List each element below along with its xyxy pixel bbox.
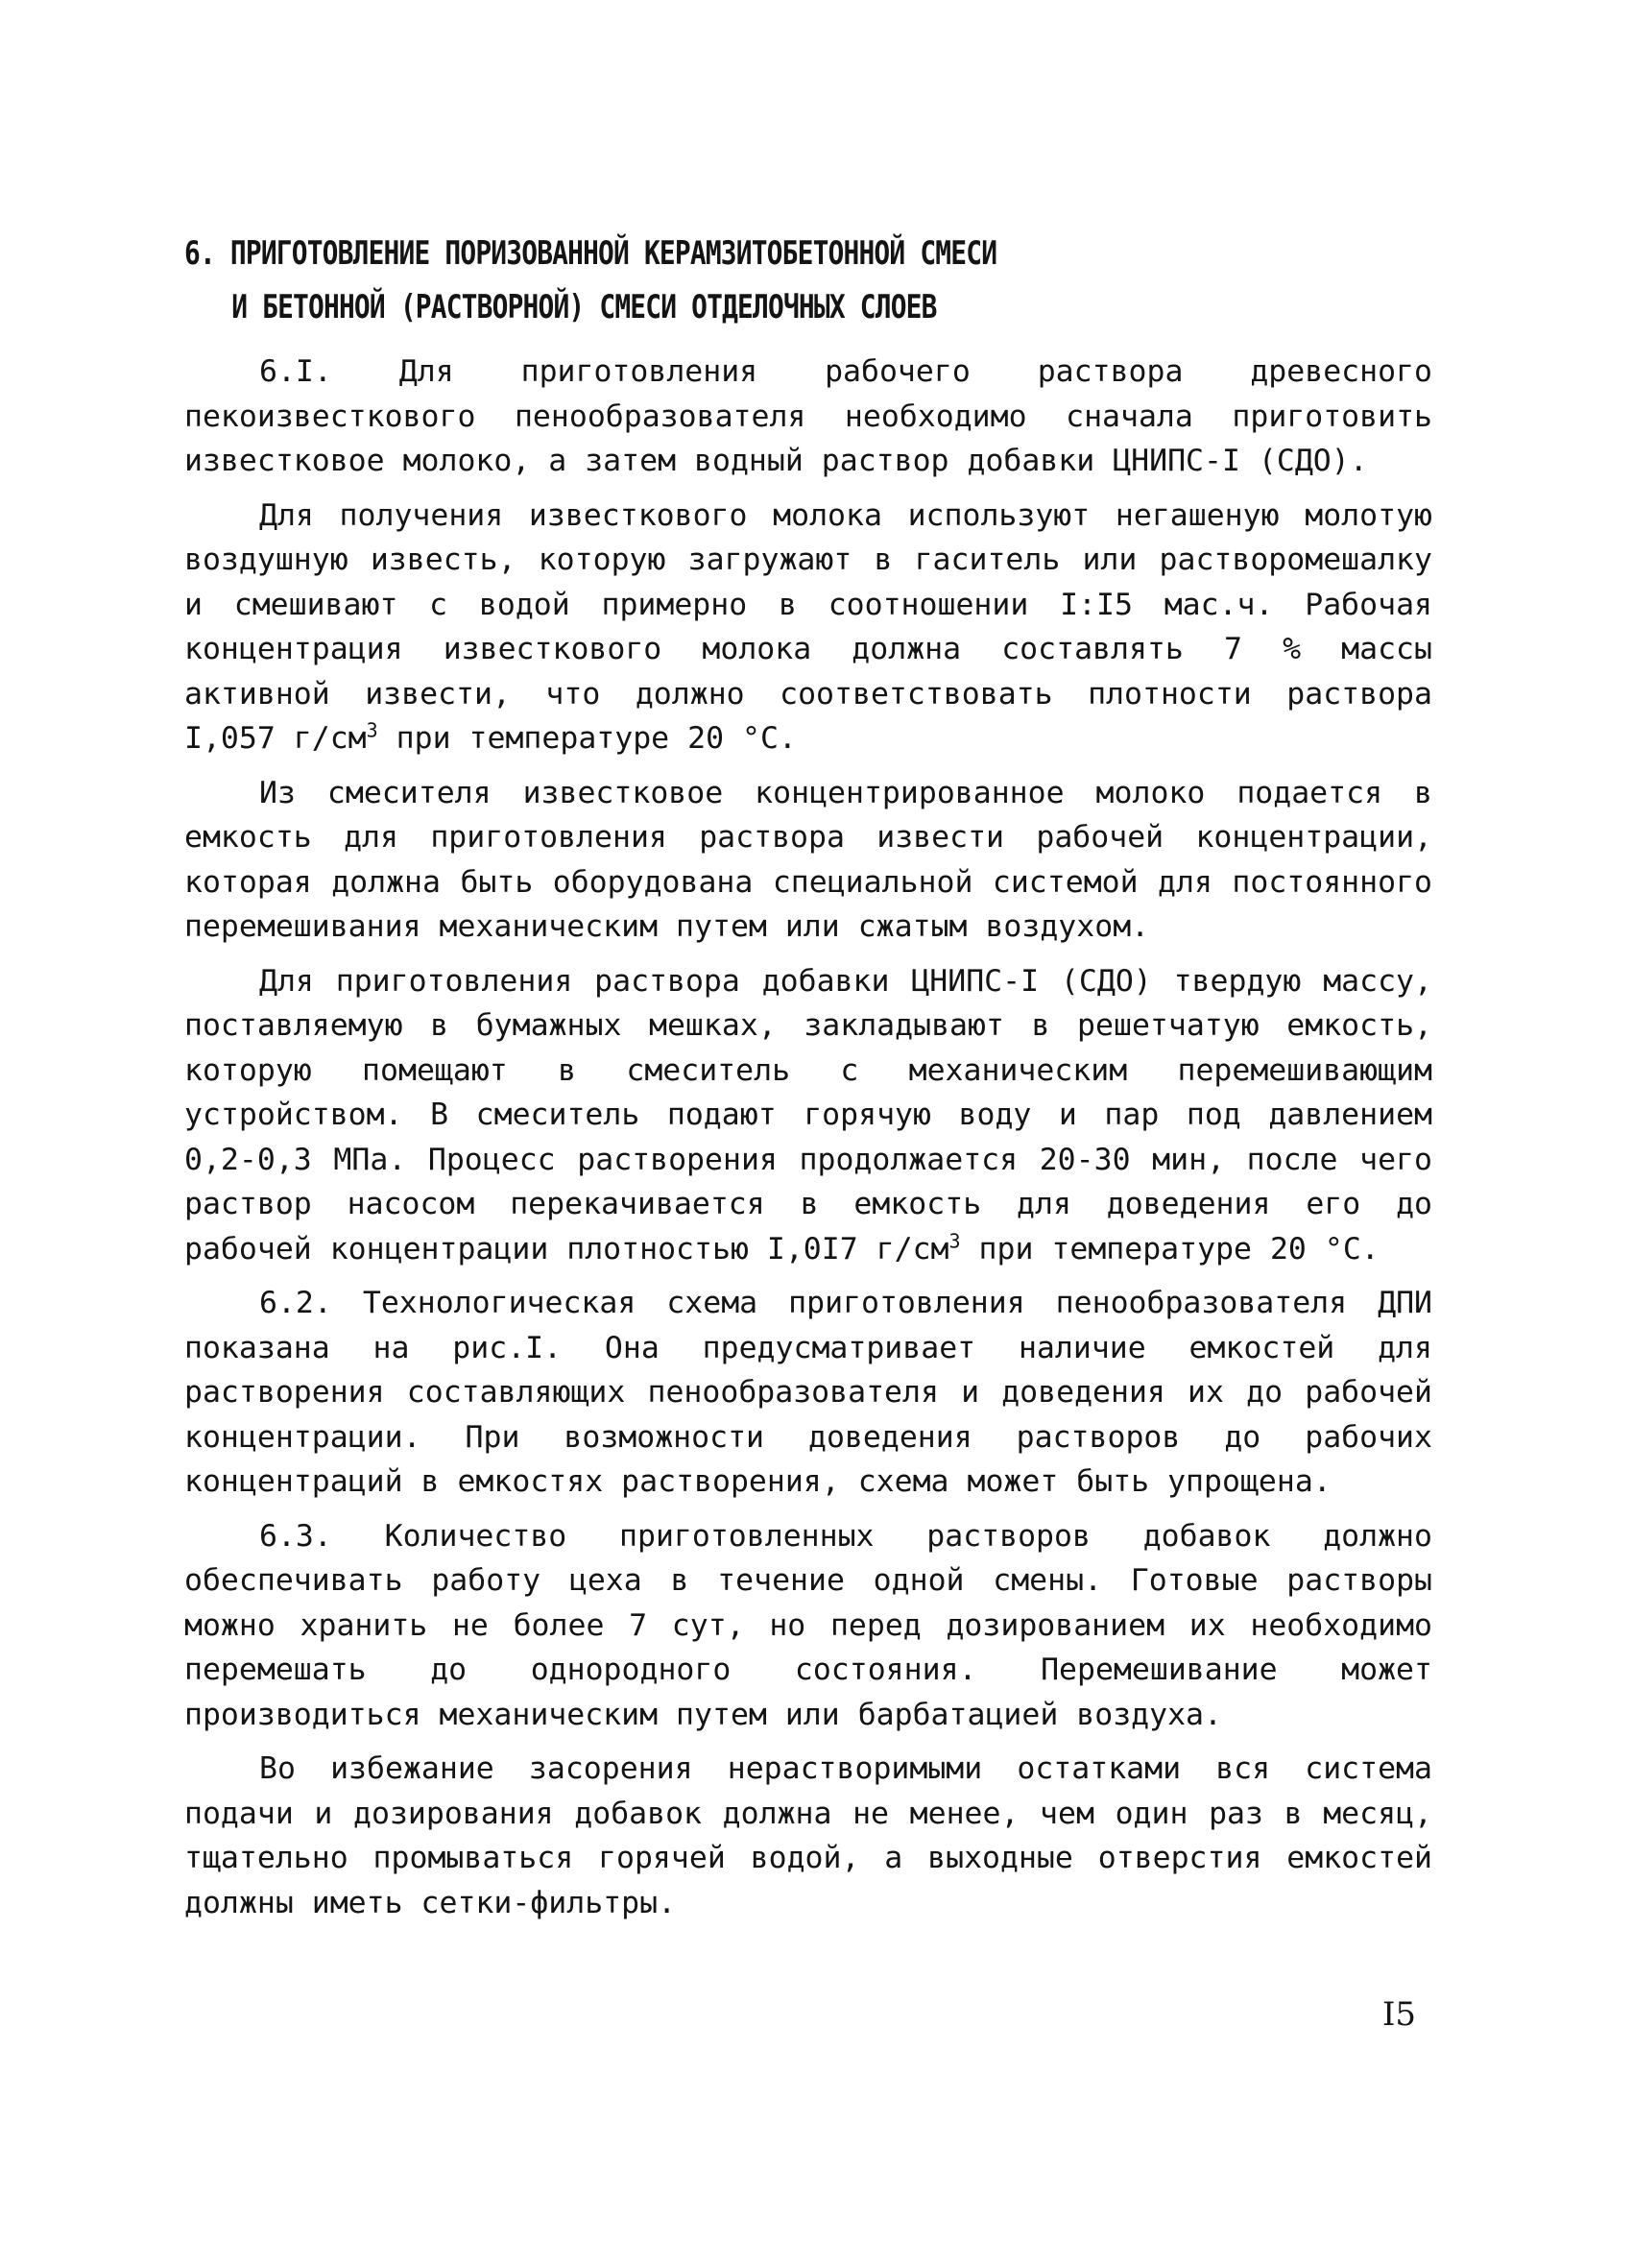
superscript-3: 3 xyxy=(366,718,378,742)
paragraph-mixer: Из смесителя известковое концентрированное молоко подается в емкость для приготовления раствора извести рабочей концентрации, которая должна быть оборудована специальной системой для постоянного перемешивания механическим путем или сжатым воздухом. xyxy=(184,775,1432,944)
paragraph-6-1: 6.I. Для приготовления рабочего раствора древесного пекоизвесткового пенообразователя необходимо сначала приготовить известковое молоко, а затем водный раствор добавки ЦНИПС-I (СДО). xyxy=(184,354,1432,478)
paragraph-additive-solution-end: при температуре 20 °С. xyxy=(960,1231,1380,1267)
superscript-3: 3 xyxy=(948,1229,961,1252)
paragraph-lime-milk xyxy=(184,494,1432,761)
section-heading xyxy=(184,227,1208,334)
body-text xyxy=(184,350,1432,1935)
heading-line-2: И БЕТОННОЙ (РАСТВОРНОЙ) СМЕСИ ОТДЕЛОЧНЫХ СЛОЕВ xyxy=(231,288,937,326)
heading-line-1: 6. ПРИГОТОВЛЕНИЕ ПОРИЗОВАННОЙ КЕРАМЗИТОБЕТОННОЙ СМЕСИ xyxy=(184,234,997,273)
paragraph-additive-solution xyxy=(184,959,1432,1272)
paragraph-cleaning: Во избежание засорения нерастворимыми остатками вся система подачи и дозирования добавок должна не менее, чем один раз в месяц, тщательно промываться горячей водой, а выходные отверстия емкостей должны иметь сетки-фильтры. xyxy=(184,1751,1432,1920)
paragraph-6-2: 6.2. Технологическая схема приготовления пенообразователя ДПИ показана на рис.I. Она предусматривает наличие емкостей для растворения составляющих пенообразователя и доведения их до рабочей концентрации. При возможности доведения растворов до рабочих концентраций в емкостях растворения, схема может быть упрощена. xyxy=(184,1286,1432,1499)
paragraph-6-3: 6.3. Количество приготовленных растворов добавок должно обеспечивать работу цеха в течение одной смены. Готовые растворы можно хранить не более 7 сут, но перед дозированием их необходимо перемешать до однородного состояния. Перемешивание может производиться механическим путем или барбатацией воздуха. xyxy=(184,1518,1432,1732)
page-number: I5 xyxy=(1382,1995,1417,2034)
paragraph-lime-milk-end: при температуре 20 °С. xyxy=(377,721,797,756)
paragraph-lime-milk-text: Для получения известкового молока используют негашеную молотую воздушную известь, которую загружают в гаситель или растворомешалку и смешивают с водой примерно в соотношении I:I5 мас.ч. Рабочая концентрация известкового молока должна составлять 7 % массы активной извести, что должно соответствовать плотности раствора I,057 г/см xyxy=(184,497,1432,756)
paragraph-additive-solution-text: Для приготовления раствора добавки ЦНИПС-I (СДО) твердую массу, поставляемую в бумажных мешках, закладывают в решетчатую емкость, которую помещают в смеситель с механическим перемешивающим устройством. В смеситель подают горячую воду и пар под давлением 0,2-0,3 МПа. Процесс растворения продолжается 20-30 мин, после чего раствор насосом перекачивается в емкость для доведения его до рабочей концентрации плотностью I,0I7 г/см xyxy=(184,963,1432,1267)
